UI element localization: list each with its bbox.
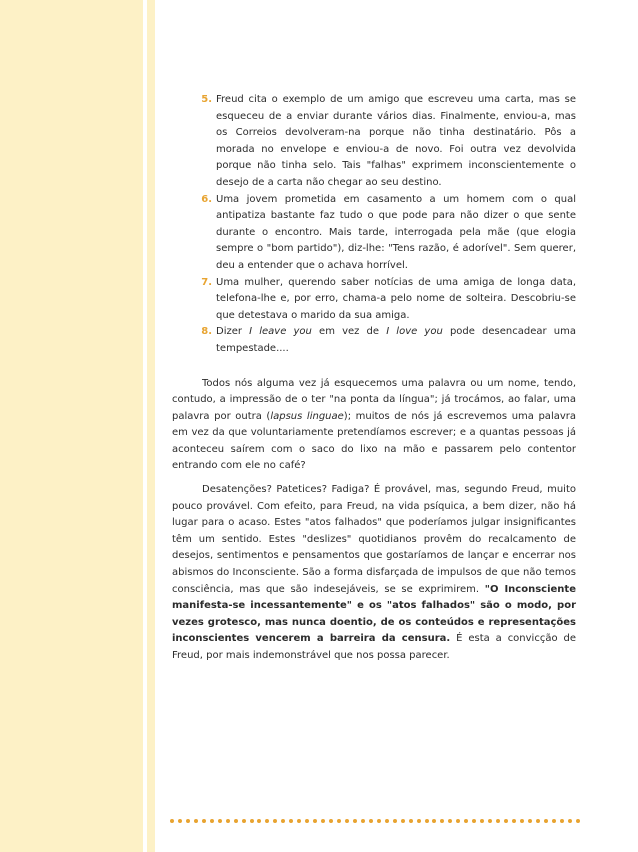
footer-dot	[329, 819, 333, 823]
list-item	[172, 92, 576, 192]
footer-dot	[417, 819, 421, 823]
footer-dot	[369, 819, 373, 823]
text-segment: Todos nós alguma vez já esquecemos uma palavra ou um nome, tendo, contudo, a impressão de o ter "na ponta da língua"; já trocámos, ao falar, uma palavra por outra (	[172, 377, 576, 422]
footer-dot	[568, 819, 572, 823]
footer-dot	[337, 819, 341, 823]
footer-dot	[377, 819, 381, 823]
footer-dot	[202, 819, 206, 823]
footer-dot	[504, 819, 508, 823]
list-item	[172, 192, 576, 275]
footer-dot	[194, 819, 198, 823]
footer-dot	[218, 819, 222, 823]
footer-dot	[345, 819, 349, 823]
footer-dot	[512, 819, 516, 823]
footer-dot	[289, 819, 293, 823]
italic-phrase: I love you	[386, 326, 443, 338]
footer-dot	[464, 819, 468, 823]
list-item-number: 7.	[201, 276, 212, 288]
list-item-text: Freud cita o exemplo de um amigo que escreveu uma carta, mas se esqueceu de a enviar durante vários dias. Finalmente, enviou-a, mas os Correios devolveram-na porque não tinha destinatário. Pôs a morada no envelope e enviou-a de novo. Foi outra vez devolvida porque não tinha selo. Tais "falhas" exprimem inconscientemente o desejo de a carta não chegar ao seu destino.	[216, 94, 576, 188]
list-item-text: Uma jovem prometida em casamento a um homem com o qual antipatiza bastante faz tudo o que pode para não dizer o que sente durante o encontro. Mais tarde, interrogada pela mãe (que elogia sempre o "bom partido"), diz-lhe: "Tens razão, é adorível". Sem querer, deu a entender que o achava horrível.	[216, 193, 576, 271]
list-item	[172, 324, 576, 357]
paragraph-freud-conviction	[172, 482, 576, 665]
footer-dot	[401, 819, 405, 823]
footer-dot	[432, 819, 436, 823]
text-segment: É esta a convicção de Freud, por mais indemonstrável que nos possa parecer.	[172, 633, 576, 661]
footer-dot	[472, 819, 476, 823]
footer-dot	[170, 819, 174, 823]
paragraph-everyday-slips	[172, 376, 576, 476]
footer-dot	[361, 819, 365, 823]
footer-dot	[250, 819, 254, 823]
dotted-footer-rule	[170, 817, 580, 825]
text-segment: pode desencadear uma tempestade....	[216, 326, 576, 354]
list-item-text: Uma mulher, querendo saber notícias de uma amiga de longa data, telefona-lhe e, por erro, chama-a pelo nome de solteira. Descobriu-se que detestava o marido da sua amiga.	[216, 276, 576, 321]
italic-term: lapsus linguae	[270, 410, 344, 422]
footer-dot	[305, 819, 309, 823]
examples-list	[172, 92, 576, 358]
italic-phrase: I leave you	[249, 326, 312, 338]
text-segment: Desatenções? Patetices? Fadiga? É provável, mas, segundo Freud, muito pouco provável. Com efeito, para Freud, na vida psíquica, a bem dizer, não há lugar para o acaso. Estes "atos falhados" que poderíamos julgar insignificantes têm um sentido. Estes "deslizes" quotidianos provêm do recalcamento de desejos, sentimentos e pensamentos que gostaríamos de lançar e encerrar nos abismos do Inconsciente. São a forma disfarçada de impulsos de que não temos consciência, mas que são indesejáveis, se se exprimirem.	[172, 484, 576, 595]
footer-dot	[321, 819, 325, 823]
footer-dot	[576, 819, 580, 823]
footer-dot	[552, 819, 556, 823]
footer-dot	[242, 819, 246, 823]
footer-dot	[273, 819, 277, 823]
footer-dot	[385, 819, 389, 823]
footer-dot	[520, 819, 524, 823]
footer-dot	[536, 819, 540, 823]
footer-dot	[210, 819, 214, 823]
text-segment: ); muitos de nós já escrevemos uma palavra em vez da que voluntariamente pretendíamos escrever; e a quantas pessoas já aconteceu saírem com o saco do lixo na mão e passarem pelo contentor entrando com ele no café?	[172, 410, 577, 472]
footer-dot	[297, 819, 301, 823]
footer-dot	[226, 819, 230, 823]
footer-dot	[425, 819, 429, 823]
footer-dot	[257, 819, 261, 823]
footer-dot	[560, 819, 564, 823]
body-text	[172, 92, 576, 665]
footer-dot	[496, 819, 500, 823]
footer-dot	[448, 819, 452, 823]
footer-dot	[353, 819, 357, 823]
footer-dot	[456, 819, 460, 823]
text-segment: Dizer	[216, 326, 250, 338]
footer-dot	[178, 819, 182, 823]
left-margin-stripe	[0, 0, 143, 852]
footer-dot	[440, 819, 444, 823]
text-segment: em vez de	[311, 326, 387, 338]
left-margin-thin-stripe	[147, 0, 155, 852]
footer-dot	[313, 819, 317, 823]
footer-dot	[488, 819, 492, 823]
footer-dot	[186, 819, 190, 823]
footer-dot	[234, 819, 238, 823]
footer-dot	[528, 819, 532, 823]
list-item	[172, 275, 576, 325]
footer-dot	[544, 819, 548, 823]
footer-dot	[265, 819, 269, 823]
list-item-text	[216, 324, 576, 357]
footer-dot	[393, 819, 397, 823]
footer-dot	[480, 819, 484, 823]
list-item-number: 6.	[201, 193, 212, 205]
list-item-number: 5.	[201, 94, 212, 105]
footer-dot	[281, 819, 285, 823]
bold-quote: "O Inconsciente manifesta-se incessantemente" e os "atos falhados" são o modo, por vezes grotesco, mas nunca doentio, de os conteúdos e representações inconscientes vencerem a barreira da censura.	[172, 583, 576, 645]
footer-dot	[409, 819, 413, 823]
list-item-number: 8.	[201, 326, 212, 338]
